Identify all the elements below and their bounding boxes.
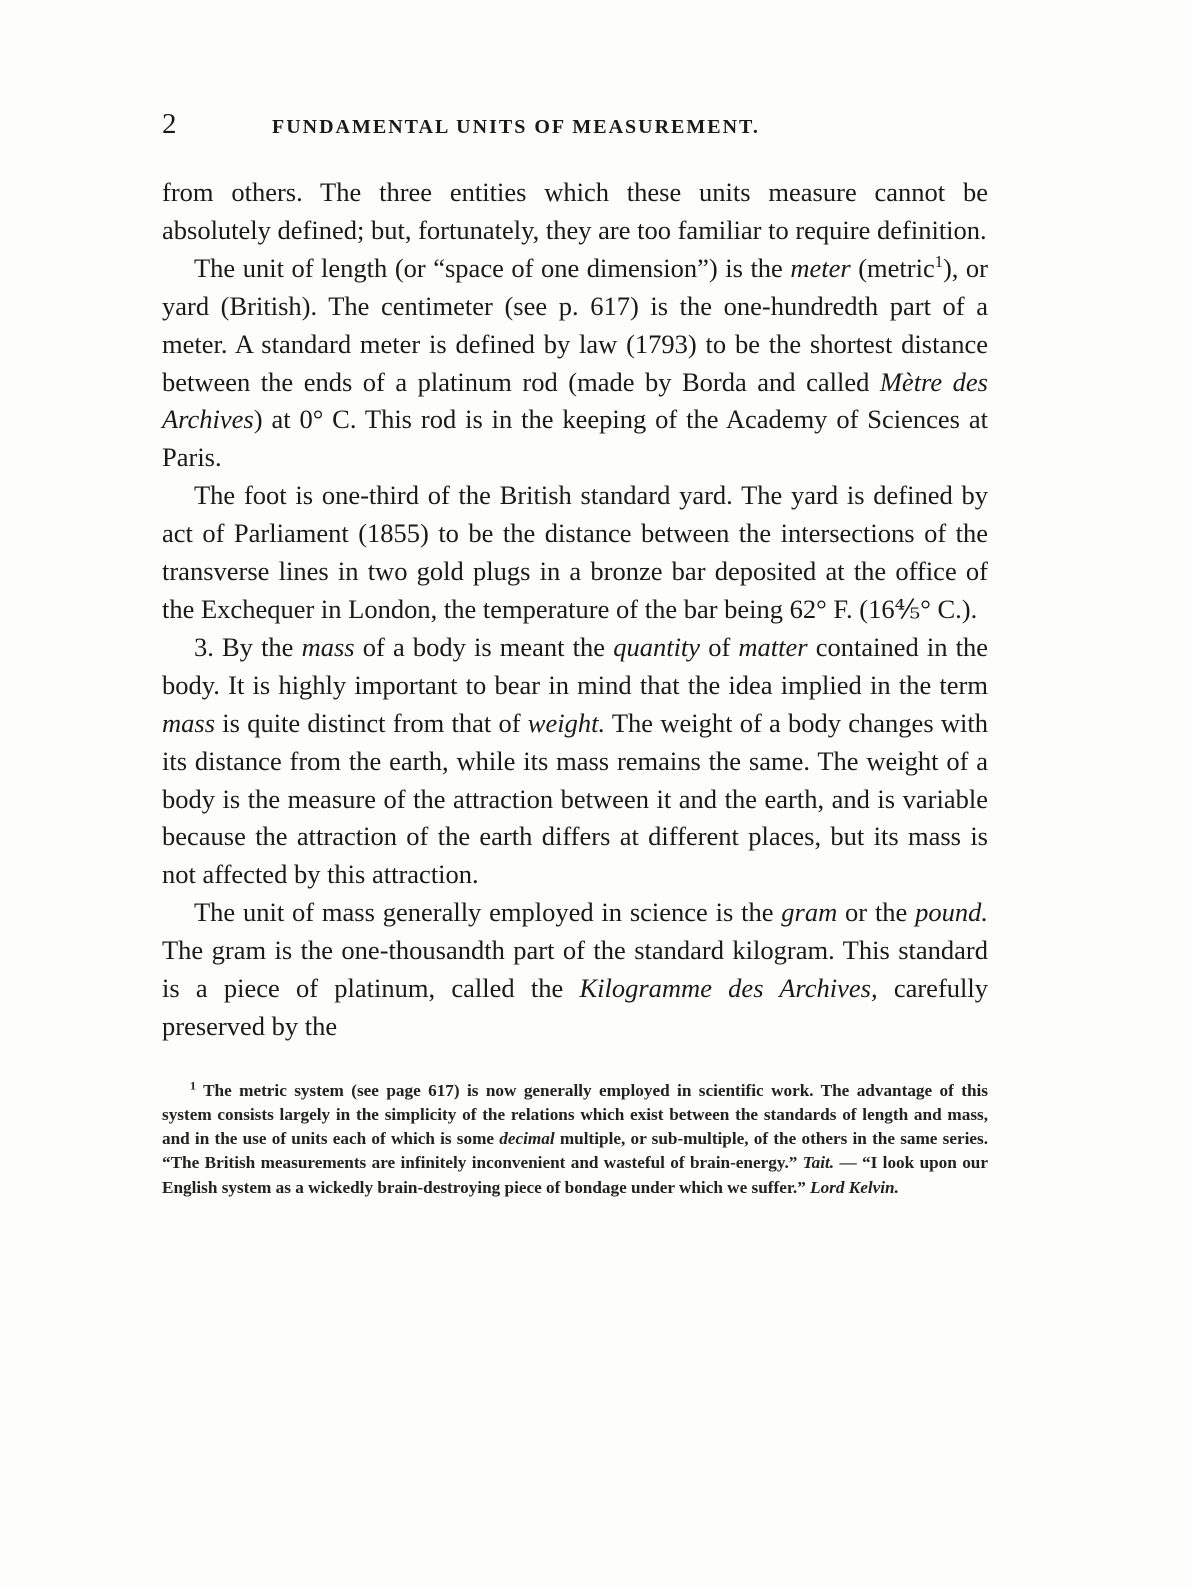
citation: Lord Kelvin. (810, 1177, 899, 1197)
paragraph-5 (162, 894, 988, 1046)
italic-term: pound. (915, 897, 988, 928)
italic-term: Kilogramme des Archives, (579, 973, 878, 1004)
italic-term: mass (162, 707, 216, 738)
italic-term: gram (781, 897, 838, 928)
text-run: — “I look upon our English system as a wickedly brain-destroying piece of bondage under which we suffer.” (162, 1153, 988, 1197)
page-header (162, 108, 988, 148)
book-page (162, 108, 988, 1200)
italic-term: quantity (613, 631, 701, 662)
italic-term: Mètre des Archives (162, 366, 988, 435)
text-run: 3. By the (194, 631, 302, 662)
body-text (162, 174, 988, 1046)
text-run: The weight of a body changes with its distance from the earth, while its mass remains the same. The weight of a body is the measure of the attraction between it and the earth, and is variable because the attraction of the earth differs at different places, but its mass is not affected by this attraction. (162, 707, 988, 890)
text-run: (metric (850, 252, 935, 283)
text-run: The unit of mass generally employed in science is the (194, 897, 782, 928)
paragraph-4 (162, 629, 988, 894)
italic-term: weight. (527, 707, 606, 738)
text-run: carefully preserved by the (162, 973, 988, 1041)
text-run: of (700, 631, 739, 662)
text-run: or the (837, 897, 916, 928)
text-run: The metric system (see page 617) is now generally employed in scientific work. The advantage of this system consists largely in the simplicity of the relations which exist between the standards of length and mass, and in the use of units each of which is some (162, 1080, 988, 1149)
text-run: is quite distinct from that of (215, 707, 528, 738)
footnote-section (162, 1079, 988, 1200)
text-run: contained in the body. It is highly important to bear in mind that the idea implied in the term (162, 631, 989, 700)
footnote-1 (162, 1079, 988, 1200)
page-number: 2 (162, 108, 177, 140)
text-run: ), or yard (British). The centimeter (see p. 617) is the one-hundredth part of a meter. A standard meter is defined by law (1793) to be the shortest distance between the ends of a platinum rod (made by Borda and called (162, 252, 988, 397)
italic-term: matter (738, 631, 808, 662)
text-run: multiple, or sub-multiple, of the others in the same series. “The British measurements are infinitely inconvenient and wasteful of brain-energy.” (162, 1129, 988, 1173)
text-run: of a body is meant the (354, 631, 614, 662)
paragraph-3: The foot is one-third of the British standard yard. The yard is defined by act of Parliament (1855) to be the distance between the intersections of the transverse lines in two gold plugs in a bronze bar deposited at the office of the Exchequer in London, the temperature of the bar being 62° F. (16⅘° C.). (162, 480, 988, 624)
footnote-ref[interactable]: 1 (934, 251, 943, 271)
italic-term: decimal (499, 1129, 555, 1149)
paragraph-2 (162, 250, 988, 477)
italic-term: meter (790, 252, 851, 283)
text-run: ) at 0° C. This rod is in the keeping of the Academy of Sciences at Paris. (162, 404, 988, 473)
text-run: The gram is the one-thousandth part of the standard kilogram. This standard is a piece of platinum, called the (162, 935, 988, 1004)
footnote-marker: 1 (190, 1078, 196, 1093)
citation: Tait. (802, 1153, 835, 1173)
running-title: FUNDAMENTAL UNITS OF MEASUREMENT. (272, 116, 760, 138)
italic-term: mass (301, 631, 355, 662)
paragraph-1: from others. The three entities which these units measure cannot be absolutely defined; but, fortunately, they are too familiar to require definition. (162, 177, 988, 245)
text-run: The unit of length (or “space of one dimension”) is the (194, 252, 791, 283)
